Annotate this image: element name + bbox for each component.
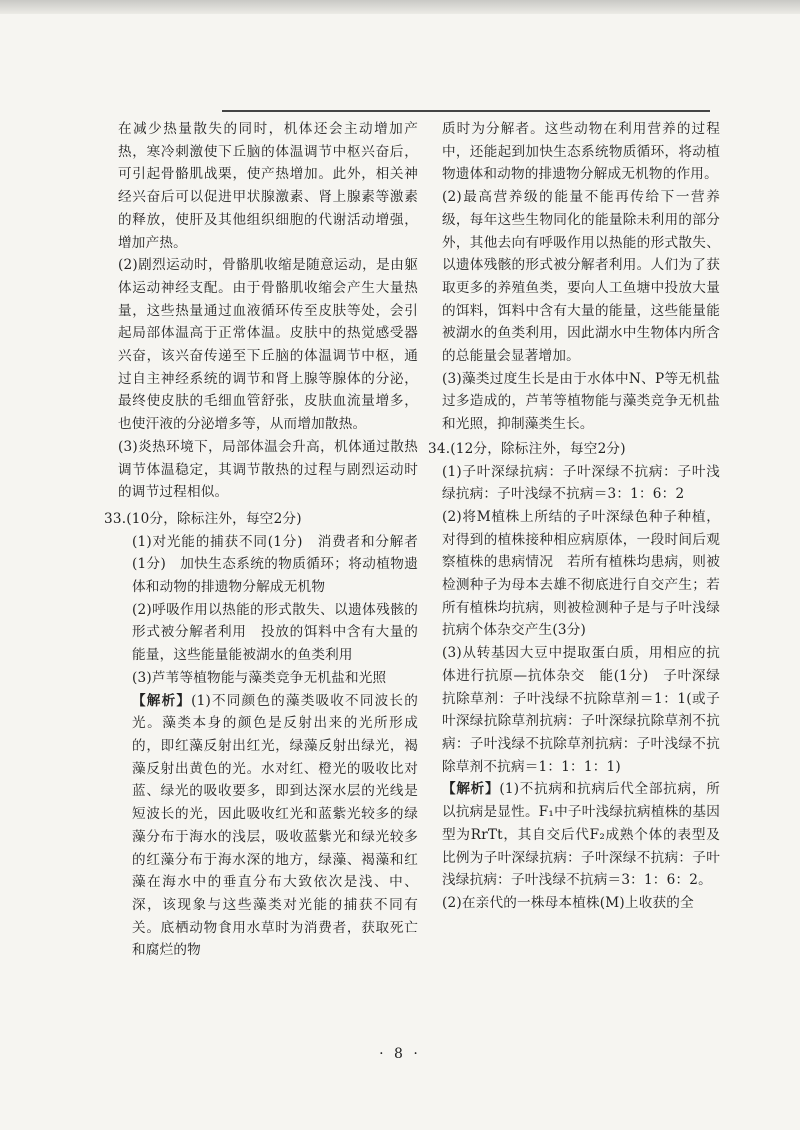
paragraph: (2)最高营养级的能量不能再传给下一营养级，每年这些生物同化的能量除未利用的部分外，其他去向有呼吸作用以热能的形式散失、以遗体残骸的形式被分解者利用。人们为了获取更多的养殖鱼类，要向人工鱼塘中投放大量的饵料，饵料中含有大量的能量，这些能量能被湖水的鱼类利用，因此湖水中生物体内所含的总能量会显著增加。 <box>442 189 720 365</box>
paragraph: (2)在亲代的一株母本植株(M)上收获的全 <box>442 894 694 911</box>
page-number: · 8 · <box>379 1046 421 1062</box>
paragraph: (3)藻类过度生长是由于水体中N、P等无机盐过多造成的，芦苇等植物能与藻类竞争无机盐和光照，抑制藻类生长。 <box>442 370 720 433</box>
answer-item: (1)子叶深绿抗病：子叶深绿不抗病：子叶浅绿抗病：子叶浅绿不抗病＝3：1：6：2 <box>442 463 720 503</box>
question-header-33: 33.(10分，除标注外，每空2分) <box>104 510 302 527</box>
analysis-text: (1)不同颜色的藻类吸收不同波长的光。藻类本身的颜色是反射出来的光所形成的，即红藻反射出红光，绿藻反射出绿光，褐藻反射出黄色的光。水对红、橙光的吸收比对蓝、绿光的吸收要多，即到达深水层的光线是短波长的光，因此吸收红光和蓝紫光较多的绿藻分布于海水的浅层，吸收蓝紫光和绿光较多的红藻分布于海水深的地方，绿藻、褐藻和红藻在海水中的垂直分布大致依次是浅、中、深，该现象与这些藻类对光能的捕获不同有关。底栖动物食用水草时为消费者，获取死亡和腐烂的物 <box>132 692 418 959</box>
answer-item: (2)呼吸作用以热能的形式散失、以遗体残骸的形式被分解者利用 投放的饵料中含有大量的能量，这些能量能被湖水的鱼类利用 <box>132 601 418 664</box>
answer-block-34 <box>428 461 720 915</box>
analysis-paragraph <box>442 778 720 892</box>
scan-top-band <box>0 0 800 14</box>
answer-item: (1)对光能的捕获不同(1分) 消费者和分解者(1分) 加快生态系统的物质循环；将动植物遗体和动物的排遗物分解成无机物 <box>132 533 418 596</box>
paragraph: (2)剧烈运动时，骨骼肌收缩是随意运动，是由躯体运动神经支配。由于骨骼肌收缩会产生大量热量，这些热量通过血液循环传至皮肤等处，会引起局部体温高于正常体温。皮肤中的热觉感受器兴奋，该兴奋传递至下丘脑的体温调节中枢，通过自主神经系统的调节和肾上腺等腺体的分泌，最终使皮肤的毛细血管舒张，皮肤血流量增多，也使汗液的分泌增多等，从而增加散热。 <box>118 257 418 433</box>
analysis-tag: 【解析】 <box>442 781 500 798</box>
left-column <box>104 118 418 962</box>
paragraph: 在减少热量散失的同时，机体还会主动增加产热，寒冷刺激使下丘脑的体温调节中枢兴奋后，可引起骨骼肌战栗，使产热增加。此外，相关神经兴奋后可以促进甲状腺激素、肾上腺素等激素的释放，使肝及其他组织细胞的代谢活动增强，增加产热。 <box>118 121 418 251</box>
analysis-tag: 【解析】 <box>132 692 192 709</box>
answer-block-33 <box>118 531 418 962</box>
paragraph: (3)炎热环境下，局部体温会升高，机体通过散热调节体温稳定，其调节散热的过程与剧烈运动时的调节过程相似。 <box>118 438 418 501</box>
header-rule <box>222 110 710 112</box>
answer-item: (3)从转基因大豆中提取蛋白质，用相应的抗体进行抗原—抗体杂交 能(1分) 子叶深绿抗除草剂：子叶浅绿不抗除草剂＝1：1(或子叶深绿抗除草剂抗病：子叶深绿抗除草剂不抗病：子叶浅绿不抗除草剂抗病：子叶浅绿不抗除草剂不抗病＝1：1：1：1) <box>442 645 720 775</box>
answer-item: (2)将M植株上所结的子叶深绿色种子种植，对得到的植株接种相应病原体，一段时间后观察植株的患病情况 若所有植株均患病，则被检测种子为母本去雄不彻底进行自交产生；若所有植株均抗病，则被检测种子是与子叶浅绿抗病个体杂交产生(3分) <box>442 508 720 639</box>
right-column <box>428 118 720 915</box>
question-header-34: 34.(12分，除标注外，每空2分) <box>428 440 626 457</box>
analysis-paragraph <box>132 690 418 962</box>
answer-item: (3)芦苇等植物能与藻类竞争无机盐和光照 <box>132 669 387 686</box>
analysis-text: (1)不抗病和抗病后代全部抗病，所以抗病是显性。F₁中子叶浅绿抗病植株的基因型为RrTt，其自交后代F₂成熟个体的表型及比例为子叶深绿抗病：子叶深绿不抗病：子叶浅绿抗病：子叶浅绿不抗病＝3：1：6：2。 <box>442 781 720 889</box>
continued-analysis-33 <box>428 118 720 436</box>
paragraph: 质时为分解者。这些动物在利用营养的过程中，还能起到加快生态系统物质循环，将动植物遗体和动物的排遗物分解成无机物的作用。 <box>442 121 720 183</box>
